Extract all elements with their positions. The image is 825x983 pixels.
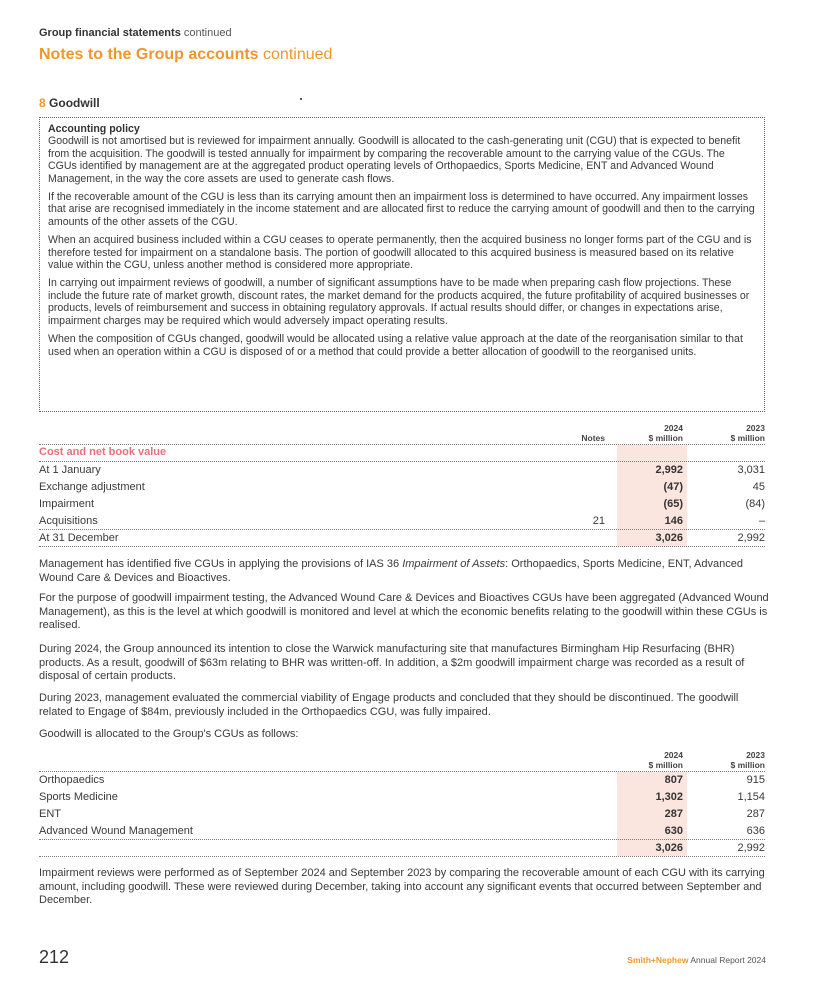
policy-paragraph: When the composition of CGUs changed, goodwill would be allocated using a relative value approach at the date of the reorganisation similar to that used when an operation within a CGU is disposed of or a method that could provide a better allocation of goodwill to the reorganised units. [48,333,743,358]
table-row [39,479,765,495]
page-title [39,46,332,64]
col-header-2023 [700,423,765,443]
col-header-2024-unit: $ million [648,433,683,443]
footer-brand [627,955,766,965]
table-total-row [39,530,765,546]
table-total-row [39,840,765,856]
col-header-2024 [617,750,683,770]
body-paragraph: Impairment reviews were performed as of September 2024 and September 2023 by comparing the recoverable amount of each CGU with its carrying amount, including goodwill. These were reviewed during December, taking into account any significant events that occurred between September and December. [39,867,765,906]
value-2024: (47) [663,481,683,493]
col-header-2024-year: 2024 [664,423,683,433]
page-title-text: Notes to the Group accounts [39,46,259,63]
value-2023: 3,031 [737,464,765,476]
value-2024: (65) [663,498,683,510]
policy-paragraph: If the recoverable amount of the CGU is less than its carrying amount then an impairment loss is determined to have occurred. Any impairment losses that arise are recognised immediately in the income statement and are allocated first to reduce the carrying amount of goodwill and then to the carrying amounts of the other assets of the CGU. [48,191,755,228]
table-rule [39,856,765,857]
value-2023: (84) [745,498,765,510]
value-2023: 636 [746,825,765,837]
running-header [39,27,232,39]
policy-paragraph: Goodwill is not amortised but is reviewed for impairment annually. Goodwill is allocated to the cash-generating unit (CGU) that is expected to benefit from the acquisition. The goodwill is tested annually for impairment by comparing the recoverable amount to the carrying value of the CGUs. The CGUs identified by management are at the aggregated product operating levels of Orthopaedics, Sports Medicine, ENT and Advanced Wound Management, in the way the core assets are used to generate cash flows. [48,135,741,185]
row-label: ENT [39,808,61,820]
value-2023: 915 [746,774,765,786]
page-title-continued: continued [263,46,333,63]
col-header-2024 [617,423,683,443]
row-label: At 31 December [39,532,119,544]
value-2023: 2,992 [737,532,765,544]
col-header-2024-unit: $ million [648,760,683,770]
row-label: Impairment [39,498,95,510]
policy-paragraph: When an acquired business included within a CGU ceases to operate permanently, then the acquired business no longer forms part of the CGU and is therefore tested for impairment on a standalone basis. The portion of goodwill allocated to this acquired business is measured based on its relative value within the CGU, unless another method is considered more appropriate. [48,234,752,272]
table-row [39,462,765,478]
body-paragraph: Goodwill is allocated to the Group's CGUs as follows: [39,728,299,740]
row-label: Advanced Wound Management [39,825,193,837]
note-heading [39,96,100,110]
table-row [39,513,765,529]
col-header-2023 [700,750,765,770]
row-label: Exchange adjustment [39,481,145,493]
value-2024: 3,026 [655,532,683,544]
body-text: : Orthopaedics, Sports Medicine, ENT, Advanced Wound Care & Devices and Bioactives. [39,558,743,584]
standard-title: Impairment of Assets [402,558,506,570]
total-2023: 2,992 [737,842,765,854]
col-header-2023-year: 2023 [746,750,765,760]
note-title: Goodwill [49,96,100,110]
total-2024: 3,026 [655,842,683,854]
section-label: Group financial statements [39,27,181,39]
col-header-2023-unit: $ million [730,433,765,443]
value-2024: 630 [664,825,683,837]
body-paragraph: For the purpose of goodwill impairment testing, the Advanced Wound Care & Devices and Bioactives CGUs have been aggregated (Advanced Wound Management), as this is the level at which goodwill is monitored and level at which the economic benefits relating to the goodwill within these CGUs is realised. [39,592,769,631]
value-2024: 1,302 [655,791,683,803]
stray-dot [300,98,302,100]
value-2023: 1,154 [737,791,765,803]
value-2024: 287 [664,808,683,820]
row-label: Orthopaedics [39,774,105,786]
table-row [39,772,765,788]
table-rule [39,546,765,547]
value-2023: 45 [752,481,765,493]
col-header-2024-year: 2024 [664,750,683,760]
table-row [39,823,765,839]
value-2023: 287 [746,808,765,820]
row-label: Acquisitions [39,515,98,527]
value-2024: 146 [664,515,683,527]
note-number: 8 [39,96,46,110]
row-note: 21 [592,515,605,527]
body-paragraph: During 2024, the Group announced its intention to close the Warwick manufacturing site that manufactures Birmingham Hip Resurfacing (BHR) products. As a result, goodwill of $63m relating to BHR was written-off. In addition, a $2m goodwill impairment charge was recorded as a result of disposal of certain products. [39,643,745,682]
body-paragraph: During 2023, management evaluated the commercial viability of Engage products and concluded that they should be discontinued. The goodwill related to Engage of $84m, previously included in the Orthopaedics CGU, was fully impaired. [39,692,739,718]
table-row [39,496,765,512]
policy-paragraph: In carrying out impairment reviews of goodwill, a number of significant assumptions have to be made when preparing cash flow projections. These include the future rate of market growth, discount rates, the market demand for the products acquired, the future profitability of acquired businesses or products, levels of reimbursement and success in obtaining regulatory approvals. If actual results should differ, or changes in expectations arise, impairment charges may be required which would adversely impact operating results. [48,277,750,327]
accounting-policy-title: Accounting policy [48,123,140,135]
row-label: Sports Medicine [39,791,118,803]
value-2024: 2,992 [655,464,683,476]
col-header-notes: Notes [581,433,605,443]
cost-nbv-heading: Cost and net book value [39,446,167,458]
accounting-policy-box [39,117,765,412]
col-header-2023-year: 2023 [746,423,765,433]
page-number: 212 [39,947,70,967]
table-row [39,806,765,822]
body-paragraph [39,558,774,585]
brand-logo-text: Smith+Nephew [627,955,689,965]
report-name: Annual Report 2024 [690,955,766,965]
section-continued: continued [183,27,232,39]
body-text: Management has identified five CGUs in applying the provisions of IAS 36 [39,558,403,570]
row-label: At 1 January [39,464,101,476]
value-2024: 807 [664,774,683,786]
value-2023: – [758,515,765,527]
col-header-2023-unit: $ million [730,760,765,770]
table-row [39,789,765,805]
table1-header-rule [39,444,765,445]
